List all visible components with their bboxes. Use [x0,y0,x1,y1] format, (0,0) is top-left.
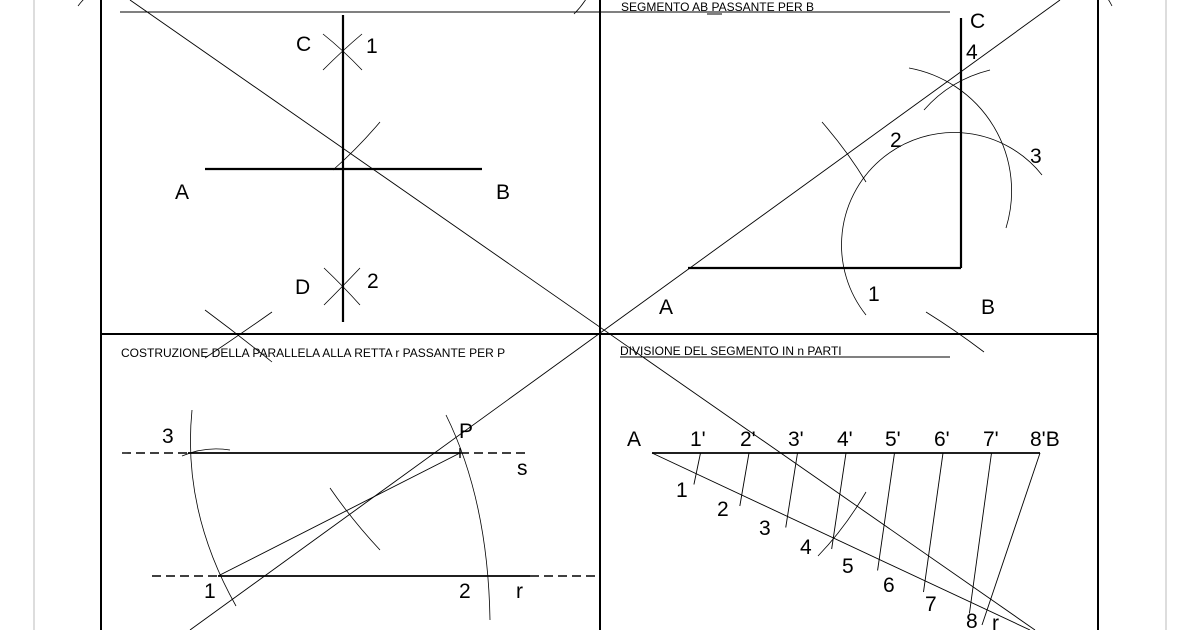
division-parallel-1 [694,453,701,485]
division-parallel-6 [923,453,943,592]
label-1: 1 [366,35,378,58]
label-1-prime: 1' [690,428,706,451]
auxiliary-ray-r [652,453,1030,630]
panel-bottom-left [121,310,596,620]
panel-title: SEGMENTO AB PASSANTE PER B [621,0,814,14]
arc-4 [924,70,990,110]
panel-title: DIVISIONE DEL SEGMENTO IN n PARTI [620,344,842,358]
closing-line [982,453,1040,625]
label-div-7: 7 [925,593,937,616]
division-parallel-3 [786,453,798,528]
panel-top-right [621,0,1042,352]
sheet-diagonals [130,0,1060,630]
label-2: 2 [890,129,902,152]
label-1: 1 [868,283,880,306]
division-parallel-7 [969,453,991,614]
label-b: B [496,181,511,204]
panel-title: COSTRUZIONE DELLA PARALLELA ALLA RETTA r PASSANTE PER P [121,346,506,360]
label-2: 2 [367,270,379,293]
label-5-prime: 5' [885,428,901,451]
label-c: C [296,33,312,56]
label-div-4: 4 [800,536,812,559]
label-2: 2 [459,580,471,603]
label-c: C [970,10,986,33]
label-div-8: 8 [966,610,978,630]
label-4-prime: 4' [837,428,853,451]
label-4: 4 [966,41,978,64]
label-2-prime: 2' [740,428,756,451]
label-div-6: 6 [883,574,895,597]
sheet-frame [34,0,1166,630]
label-7-prime: 7' [983,428,999,451]
label-3-prime: 3' [788,428,804,451]
transversal-1p [218,453,460,576]
arc-b [926,312,984,352]
label-3: 3 [162,425,174,448]
division-parallels [694,453,992,614]
label-d: D [295,276,311,299]
label-a: A [659,296,674,319]
label-a: A [627,428,642,451]
arc-2 [822,122,866,182]
label-3: 3 [1030,145,1042,168]
label-div-2: 2 [717,498,729,521]
label-p: P [459,420,474,443]
label-b: B [981,296,996,319]
label-r: r [992,612,999,630]
label-8-prime-b: 8'B [1030,428,1060,451]
panel-top-left [175,15,510,322]
label-6-prime: 6' [934,428,950,451]
label-r: r [516,580,523,603]
label-div-1: 1 [676,479,688,502]
label-1: 1 [204,580,216,603]
label-div-5: 5 [842,555,854,578]
division-arc-mark [818,492,866,556]
label-a: A [175,181,190,204]
division-parallel-4 [832,453,846,549]
label-div-3: 3 [759,517,771,540]
label-s: s [517,457,528,480]
division-parallel-5 [878,453,895,571]
